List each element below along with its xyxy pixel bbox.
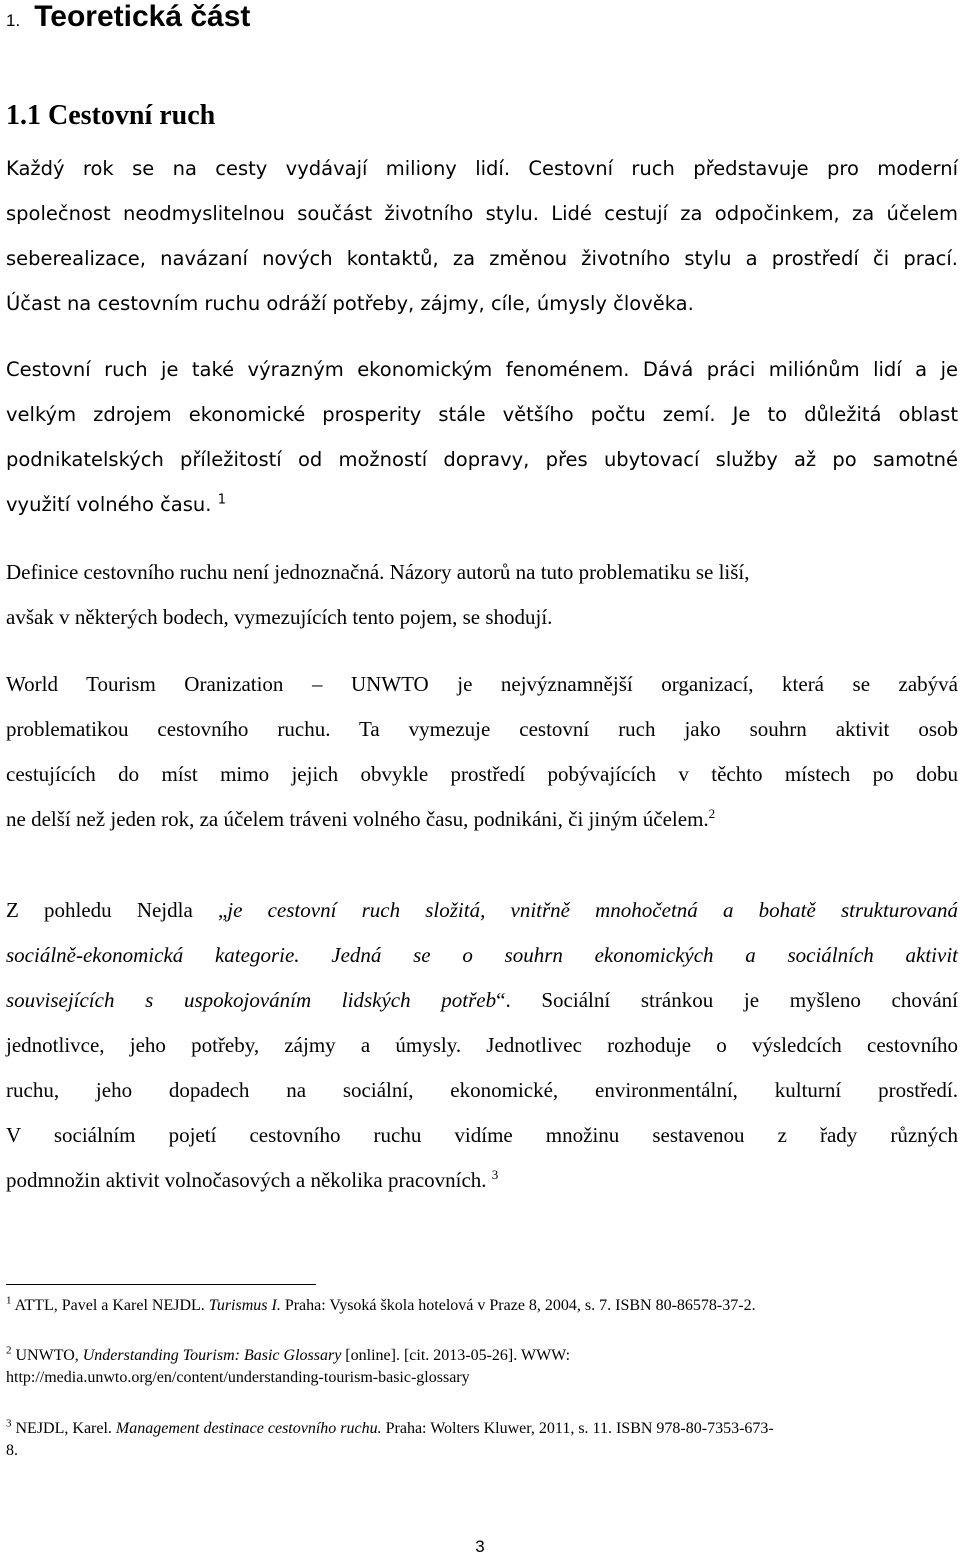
- paragraph-line: [6, 1167, 958, 1193]
- section-heading: 1.1 Cestovní ruch: [6, 100, 216, 131]
- paragraph-text: Z pohledu Nejdla „: [6, 898, 228, 922]
- paragraph-text: ne delší než jeden rok, za účelem tráveni volného času, podnikáni, či jiným účelem.: [6, 807, 709, 831]
- footnote-2: [6, 1345, 956, 1389]
- footnote-text: UNWTO,: [15, 1347, 79, 1364]
- paragraph-line: [6, 897, 958, 923]
- paragraph-line: cestujících do míst mimo jejich obvykle prostředí pobývajících v těchto místech po dobu: [6, 762, 958, 786]
- paragraph-line: [6, 492, 958, 518]
- paragraph-line: seberealizace, navázaní nových kontaktů, za změnou životního stylu a prostředí či prací.: [6, 247, 958, 270]
- quote-text: sociálně-ekonomická kategorie. Jedná se o souhrn ekonomických a sociálních aktivit: [6, 943, 958, 967]
- footnote-title: Understanding Tourism: Basic Glossary: [82, 1347, 342, 1364]
- footnote-3: [6, 1418, 956, 1462]
- footnote-title: Turismus I.: [208, 1297, 281, 1314]
- footnote-ref: 1: [217, 492, 226, 508]
- paragraph-line: velkým zdrojem ekonomické prosperity stále většího počtu zemí. Je to důležitá oblast: [6, 403, 958, 426]
- footnote-number: 2: [6, 1344, 12, 1357]
- chapter-title: Teoretická část: [34, 0, 251, 33]
- quote-text: souvisejících s uspokojováním lidských potřeb: [6, 988, 497, 1012]
- footnote-1: [6, 1295, 956, 1317]
- paragraph-line: Účast na cestovním ruchu odráží potřeby, zájmy, cíle, úmysly člověka.: [6, 292, 694, 315]
- paragraph-line: problematikou cestovního ruchu. Ta vymezuje cestovní ruch jako souhrn aktivit osob: [6, 717, 958, 741]
- paragraph-text: “. Sociální stránkou je myšleno chování: [496, 988, 959, 1012]
- quote-text: je cestovní ruch složitá, vnitřně mnohočetná a bohatě strukturovaná: [227, 898, 958, 922]
- paragraph-line: jednotlivce, jeho potřeby, zájmy a úmysly. Jednotlivec rozhoduje o výsledcích cestovního: [6, 1033, 958, 1057]
- footnote-divider: [6, 1284, 316, 1285]
- footnote-ref: 2: [708, 806, 716, 821]
- paragraph-line: Každý rok se na cesty vydávají miliony lidí. Cestovní ruch představuje pro moderní: [6, 157, 958, 180]
- footnote-title: Management destinace cestovního ruchu.: [115, 1420, 382, 1437]
- paragraph-text: využití volného času.: [6, 493, 212, 516]
- footnote-ref: 3: [491, 1167, 499, 1182]
- footnote-number: 1: [6, 1294, 12, 1307]
- paragraph-text: podmnožin aktivit volnočasových a několika pracovních.: [6, 1168, 487, 1192]
- paragraph-line: ruchu, jeho dopadech na sociální, ekonomické, environmentální, kulturní prostředí.: [6, 1078, 958, 1102]
- footnote-text: Praha: Vysoká škola hotelová v Praze 8, 2004, s. 7. ISBN 80-86578-37-2.: [284, 1297, 756, 1314]
- paragraph-line: společnost neodmyslitelnou součást životního stylu. Lidé cestují za odpočinkem, za účelem: [6, 202, 958, 225]
- paragraph-line: World Tourism Oranization – UNWTO je nejvýznamnější organizací, která se zabývá: [6, 672, 958, 696]
- footnote-link[interactable]: http://media.unwto.org/en/content/understanding-tourism-basic-glossary: [6, 1369, 470, 1386]
- paragraph-line: Cestovní ruch je také výrazným ekonomickým fenoménem. Dává práci miliónům lidí a je: [6, 358, 958, 381]
- chapter-number: 1.: [6, 11, 21, 30]
- paragraph-line: Definice cestovního ruchu není jednoznačná. Názory autorů na tuto problematiku se liší,: [6, 560, 750, 584]
- footnote-text: 8.: [6, 1442, 18, 1459]
- paragraph-line: [6, 987, 958, 1013]
- paragraph-line: V sociálním pojetí cestovního ruchu vidíme množinu sestavenou z řady různých: [6, 1123, 958, 1147]
- footnote-text: [online]. [cit. 2013-05-26]. WWW:: [345, 1347, 571, 1364]
- paragraph-line: [6, 806, 958, 832]
- page-number: 3: [475, 1537, 485, 1556]
- paragraph-line: [6, 942, 958, 968]
- footnote-number: 3: [6, 1417, 12, 1430]
- paragraph-line: avšak v některých bodech, vymezujících tento pojem, se shodují.: [6, 605, 553, 629]
- chapter-heading: [6, 0, 250, 34]
- paragraph-line: podnikatelských příležitostí od možností dopravy, přes ubytovací služby až po samotné: [6, 448, 958, 471]
- footnote-text: ATTL, Pavel a Karel NEJDL.: [14, 1297, 205, 1314]
- footnote-text: Praha: Wolters Kluwer, 2011, s. 11. ISBN 978-80-7353-673-: [385, 1420, 774, 1437]
- footnote-text: NEJDL, Karel.: [15, 1420, 112, 1437]
